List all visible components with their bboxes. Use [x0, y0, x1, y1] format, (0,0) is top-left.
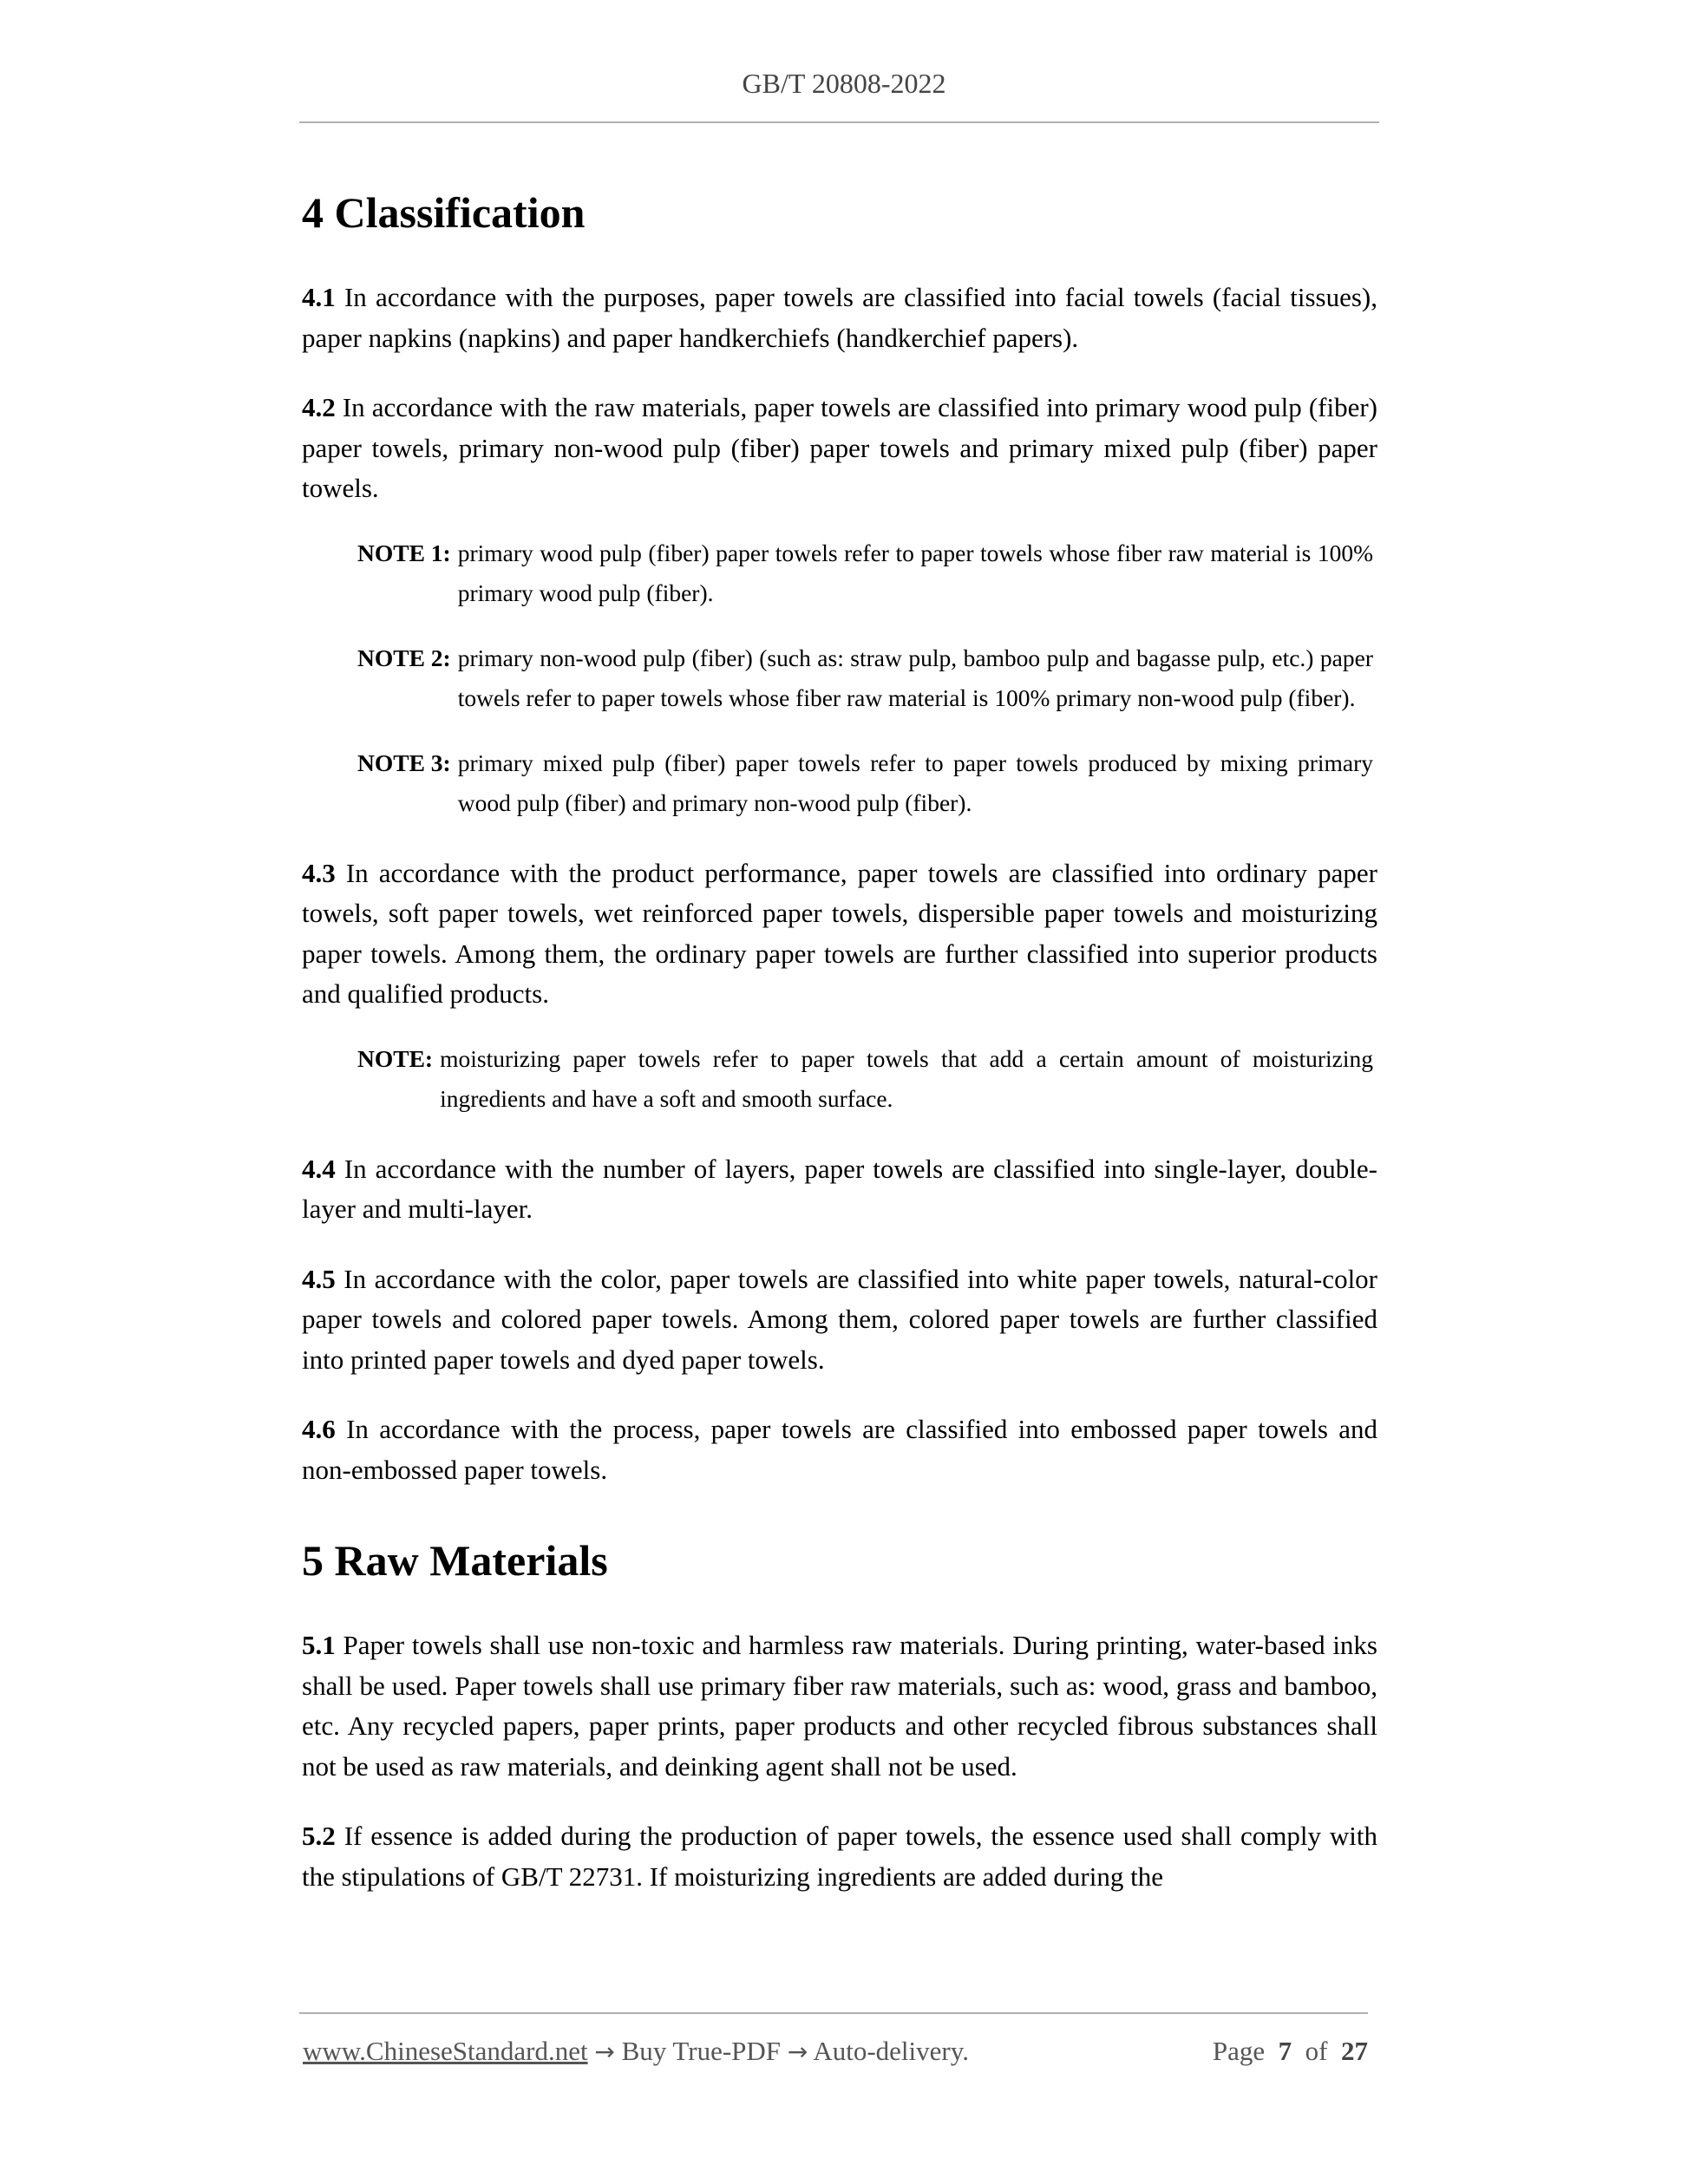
clause-5-2 — [302, 1816, 1377, 1897]
page-number — [1213, 2033, 1368, 2070]
note-moisturizing — [357, 1039, 1373, 1120]
section-heading-raw-materials: 5 Raw Materials — [302, 1536, 608, 1585]
clause-4-4 — [302, 1149, 1377, 1230]
footer-promo — [303, 2033, 969, 2070]
clause-number: 5.2 — [302, 1821, 336, 1851]
auto-delivery-text: Auto-delivery. — [813, 2036, 969, 2066]
clause-text: If essence is added during the production of paper towels, the essence used shall comply with the stipulations of GB/T 22731. If moisturizing ingredients are added during the — [302, 1821, 1378, 1892]
clause-number: 4.4 — [302, 1153, 336, 1184]
clause-4-5 — [302, 1259, 1377, 1381]
note-label: NOTE 3: — [357, 749, 451, 776]
note-label: NOTE 1: — [357, 539, 451, 566]
note-text: primary mixed pulp (fiber) paper towels refer to paper towels produced by mixing primary wood pulp (fiber) and primary non-wood pulp (fiber). — [457, 749, 1373, 816]
clause-4-6 — [302, 1409, 1377, 1490]
clause-4-3 — [302, 853, 1377, 1015]
clause-number: 4.5 — [302, 1263, 336, 1294]
clause-text: In accordance with the raw materials, paper towels are classified into primary wood pulp (fiber) paper towels, primary non-wood pulp (fiber) paper towels and primary mixed pulp (fiber) paper towels. — [302, 392, 1378, 503]
clause-5-1 — [302, 1625, 1377, 1787]
page-footer — [303, 2033, 1368, 2070]
clause-text: Paper towels shall use non-toxic and harmless raw materials. During printing, water-based inks shall be used. Paper towels shall use primary fiber raw materials, such as: wood, grass and bamboo, etc. Any recycled papers, paper prints, paper products and other recycled fibrous substances shall not be used as raw materials, and deinking agent shall not be used. — [302, 1630, 1377, 1782]
note-text: primary wood pulp (fiber) paper towels refer to paper towels whose fiber raw material is 100% primary wood pulp (fiber). — [457, 539, 1373, 606]
arrow-right-icon: → — [787, 2037, 808, 2066]
website-link[interactable]: www.ChineseStandard.net — [303, 2036, 588, 2066]
clause-text: In accordance with the color, paper towels are classified into white paper towels, natural-color paper towels and colored paper towels. Among them, colored paper towels are further classified into printed paper towels and dyed paper towels. — [302, 1263, 1378, 1375]
clause-number: 5.1 — [302, 1630, 336, 1660]
page-total: 27 — [1341, 2036, 1368, 2066]
clause-text: In accordance with the process, paper towels are classified into embossed paper towels and non-embossed paper towels. — [302, 1414, 1378, 1485]
page-current: 7 — [1278, 2036, 1292, 2066]
clause-number: 4.1 — [302, 282, 336, 312]
of-label: of — [1305, 2036, 1328, 2066]
clause-4-2 — [302, 388, 1377, 509]
clause-number: 4.3 — [302, 857, 336, 888]
page-label: Page — [1212, 2036, 1266, 2066]
note-text: moisturizing paper towels refer to paper towels that add a certain amount of moisturizing ingredients and have a soft and smooth surface. — [440, 1044, 1373, 1112]
note-1 — [357, 533, 1373, 614]
page-header-title: GB/T 20808-2022 — [742, 68, 946, 99]
document-body — [302, 182, 1377, 1926]
buy-true-pdf-text: Buy True-PDF — [621, 2036, 782, 2066]
note-label: NOTE: — [357, 1044, 434, 1072]
clause-number: 4.6 — [302, 1414, 336, 1444]
clause-4-1 — [302, 278, 1377, 358]
note-text: primary non-wood pulp (fiber) (such as: straw pulp, bamboo pulp and bagasse pulp, etc.) paper towels refer to paper towels whose fiber raw material is 100% primary non-wood pulp (fiber). — [457, 644, 1373, 711]
note-3 — [357, 743, 1373, 824]
note-2 — [357, 638, 1373, 719]
clause-number: 4.2 — [302, 392, 336, 422]
arrow-right-icon: → — [594, 2037, 615, 2066]
section-heading-classification: 4 Classification — [302, 188, 586, 237]
clause-text: In accordance with the product performance, paper towels are classified into ordinary paper towels, soft paper towels, wet reinforced paper towels, dispersible paper towels and moisturizing paper towels. Among them, the ordinary paper towels are further classified into superior products and qualified products. — [302, 857, 1377, 1009]
clause-text: In accordance with the number of layers, paper towels are classified into single-layer, double-layer and multi-layer. — [302, 1153, 1378, 1224]
header-divider — [299, 121, 1379, 123]
footer-divider — [299, 2012, 1368, 2014]
note-label: NOTE 2: — [357, 644, 451, 671]
clause-text: In accordance with the purposes, paper towels are classified into facial towels (facial tissues), paper napkins (napkins) and paper handkerchiefs (handkerchief papers). — [302, 282, 1377, 353]
